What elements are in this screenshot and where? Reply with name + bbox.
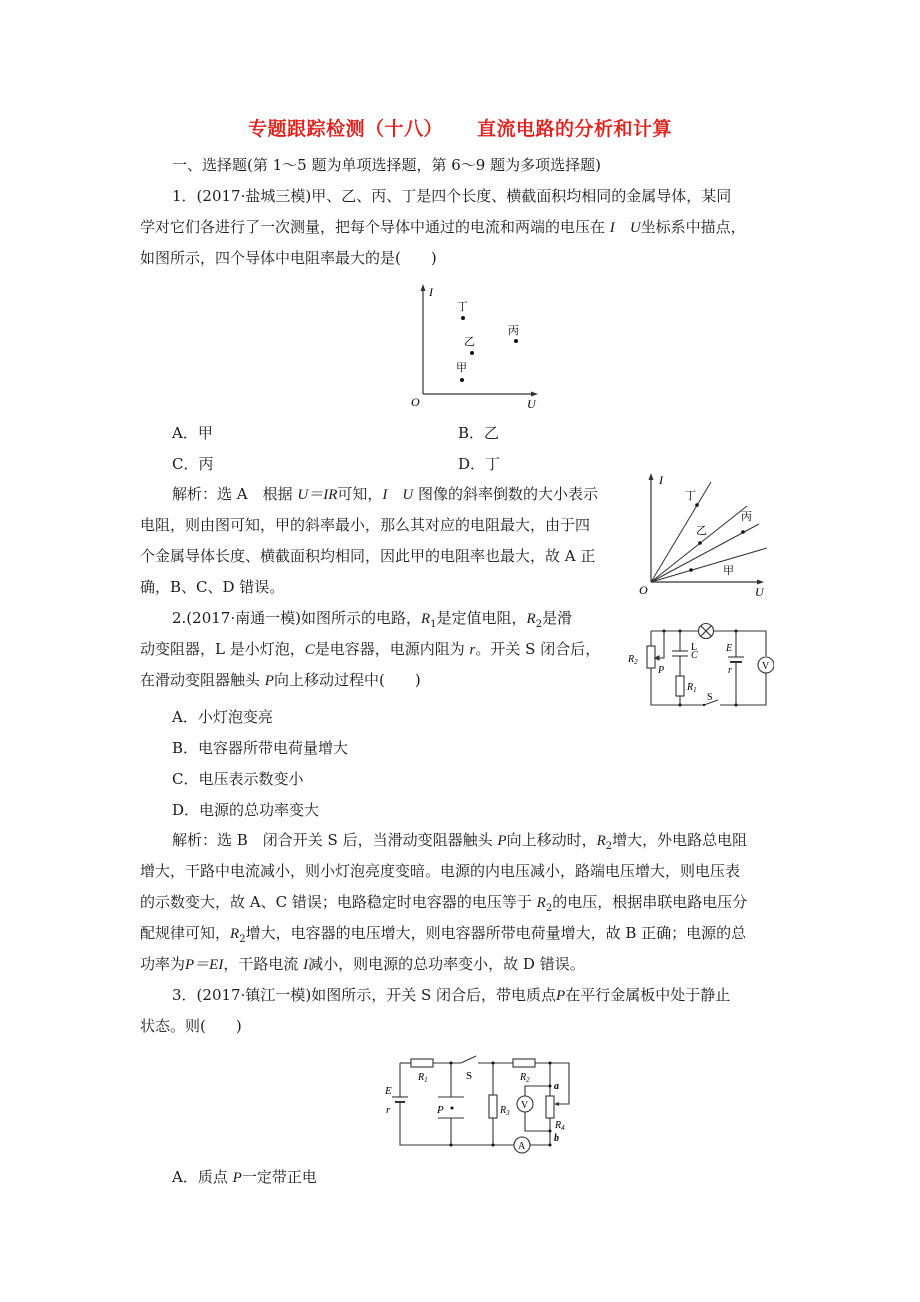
resistor-r1 (676, 676, 684, 696)
q2-option-d[interactable] (172, 799, 319, 820)
label-r1: $R_1$ (418, 1072, 428, 1084)
junction-dot (663, 630, 666, 633)
var-I: I (609, 220, 615, 236)
rheostat-r4 (546, 1096, 554, 1118)
origin-label: O (411, 395, 420, 409)
option-letter: C． (172, 455, 199, 473)
option-letter: D． (458, 455, 486, 473)
label-v: V (762, 661, 770, 672)
q1-iu-scatter-figure (405, 282, 555, 410)
analysis-text: 图像的斜率倒数的大小表示 (418, 485, 599, 503)
q2-text: 动变阻器，L 是小灯泡， (140, 640, 305, 658)
var-r: r (469, 642, 476, 658)
label-b: b (554, 1133, 559, 1144)
option-letter: C． (172, 770, 199, 788)
q3-text: 在平行金属板中处于静止 (565, 986, 731, 1004)
junction-dot (492, 1062, 495, 1065)
analysis-text: 可知， (337, 485, 383, 503)
page-title (0, 114, 920, 141)
analysis-text: 增大，电容器的电压增大，则电容器所带电荷量增大，故 B 正确；电源的总 (245, 924, 747, 942)
label-c: C (691, 650, 698, 661)
wire (525, 1086, 550, 1096)
q1-option-a[interactable] (172, 422, 213, 443)
subscript: 2 (535, 619, 543, 630)
origin-label: O (639, 583, 648, 597)
var-P: P (232, 1170, 242, 1186)
point-ding (695, 503, 699, 507)
switch-pivot (703, 704, 705, 706)
junction-dot (492, 1144, 495, 1147)
option-text: 小灯泡变亮 (197, 708, 273, 726)
y-axis-label: I (659, 473, 663, 487)
equation: U＝IR (297, 487, 338, 503)
q1-analysis-line1 (172, 484, 598, 505)
label-a: a (554, 1081, 559, 1092)
equation: P＝EI (185, 957, 224, 973)
q2-text: 在滑动变阻器触头 (140, 671, 261, 689)
title-right: 直流电路的分析和计算 (477, 118, 673, 140)
q2-text: 是滑 (542, 609, 573, 627)
q3-circuit-diagram (378, 1053, 578, 1157)
label-p: P (658, 665, 665, 676)
subscript: 2 (239, 934, 246, 945)
label-p: P (437, 1104, 444, 1116)
label-a-meter: A (518, 1141, 526, 1152)
q2-analysis-line5 (140, 954, 585, 975)
rheostat-r2 (647, 646, 655, 668)
label-r2: $R_2$ (628, 654, 638, 666)
label-r4: $R_4$ (555, 1120, 565, 1132)
y-axis-arrow-icon (421, 284, 426, 291)
junction-dot (679, 704, 682, 707)
analysis-text: 的示数变大，故 A、C 错误；电路稳定时电容器的电压等于 (140, 893, 532, 911)
point-jia (460, 378, 464, 382)
option-text: 丙 (198, 455, 214, 473)
q2-line3 (140, 670, 421, 691)
label-r: r (386, 1104, 391, 1116)
q1-line1: 1．(2017·盐城三模)甲、乙、丙、丁是四个长度、横截面积均相同的金属导体，某同 (172, 187, 732, 205)
label-e: E (385, 1085, 392, 1097)
line-label: 甲 (723, 565, 734, 577)
switch-s (461, 1056, 476, 1063)
analysis-text: 减小，则电源的总功率变小，故 D 错误。 (308, 955, 585, 973)
var-R: R (526, 611, 536, 627)
point-label: 乙 (464, 336, 475, 348)
var-C: C (304, 642, 315, 658)
point-ding (461, 316, 465, 320)
analysis-text: ，干路电流 (223, 955, 299, 973)
resistor-r2 (513, 1059, 535, 1067)
wire (736, 631, 766, 656)
option-text: 电压表示数变小 (198, 770, 304, 788)
var-R: R (230, 926, 240, 942)
resistor-r1 (411, 1059, 433, 1067)
q1-line2 (140, 217, 746, 238)
q3-line1 (172, 985, 730, 1006)
q2-text: 2.(2017·南通一模)如图所示的电路， (172, 609, 421, 627)
q2-option-c[interactable] (172, 768, 304, 789)
line-label: 丙 (741, 511, 752, 523)
var-P: P (497, 833, 507, 849)
q2-analysis-line2: 增大，干路中电流减小，则小灯泡亮度变暗。电源的内电压减小，路端电压增大，则电压表 (140, 862, 741, 880)
slider-wire (657, 631, 664, 658)
point-label: 甲 (456, 362, 467, 374)
y-axis-label: I (429, 285, 433, 299)
q2-option-a[interactable] (172, 706, 273, 727)
var-U: U (402, 487, 414, 503)
subscript: 1 (430, 619, 437, 630)
q2-option-b[interactable] (172, 737, 348, 758)
q1-analysis-line2: 电阻，则由图可知，甲的斜率最小，那么其对应的电阻最大，由于四 (140, 516, 591, 534)
q1-option-d[interactable] (458, 453, 500, 474)
q3-option-a[interactable] (172, 1166, 317, 1187)
label-l: L (691, 642, 698, 653)
x-axis-label: U (527, 397, 536, 410)
q1-line3: 如图所示，四个导体中电阻率最大的是( ) (140, 249, 437, 267)
junction-dot (549, 1144, 552, 1147)
y-axis-arrow-icon (649, 473, 654, 480)
analysis-text: 的电压，根据串联电路电压分 (552, 893, 748, 911)
wire (720, 682, 766, 705)
line-label: 丁 (685, 490, 696, 502)
analysis-text: 增大，外电路总电阻 (612, 831, 748, 849)
title-left: 专题跟踪检测（十八） (247, 118, 443, 140)
x-axis-arrow-icon (531, 392, 538, 397)
var-P: P (264, 673, 274, 689)
terminal-b (549, 1130, 552, 1133)
junction-dot (450, 1062, 453, 1065)
q2-line2 (140, 639, 600, 660)
q1-analysis-line4: 确，B、C、D 错误。 (140, 578, 285, 596)
label-r3: $R_3$ (500, 1105, 510, 1117)
analysis-text: 功率为 (140, 955, 186, 973)
q1-iu-lines-figure (635, 468, 775, 598)
option-text: 电源的总功率变大 (199, 801, 320, 819)
q2-text: 向上移动过程中( ) (273, 671, 421, 689)
analysis-text: 解析：选 A 根据 (172, 485, 293, 503)
point-bing (514, 339, 518, 343)
line-label: 乙 (696, 525, 707, 537)
point-yi (698, 541, 702, 545)
var-R: R (420, 611, 431, 627)
var-P: P (556, 988, 566, 1004)
q1-text: 坐标系中描点， (640, 218, 746, 236)
var-R: R (536, 895, 546, 911)
label-r2: $R_2$ (520, 1072, 530, 1084)
q2-line1 (172, 608, 572, 635)
terminal-a (549, 1085, 552, 1088)
slider-arrow-icon (554, 1102, 559, 1106)
option-letter: B． (172, 739, 199, 757)
option-text: 丁 (485, 455, 501, 473)
particle-p (451, 1107, 454, 1110)
option-letter: B． (458, 424, 485, 442)
option-letter: A． (172, 1168, 198, 1186)
subscript: 2 (545, 903, 553, 914)
q2-analysis-line3 (140, 892, 747, 919)
option-letter: A． (172, 708, 198, 726)
option-text: 一定带正电 (241, 1168, 317, 1186)
q3-line2: 状态。则( ) (140, 1017, 242, 1035)
analysis-text: 配规律可知， (140, 924, 231, 942)
var-I: I (382, 487, 388, 503)
junction-dot (735, 630, 738, 633)
q3-text: 3．(2017·镇江一模)如图所示，开关 S 闭合后，带电质点 (172, 986, 557, 1004)
label-s: S (466, 1070, 473, 1082)
x-axis-label: U (755, 585, 764, 598)
slider-arrow-icon (655, 656, 659, 660)
q2-analysis-line4 (140, 923, 746, 950)
x-axis-arrow-icon (757, 580, 764, 585)
label-e: E (726, 643, 733, 654)
q1-text: 学对它们各进行了一次测量，把每个导体中通过的电流和两端的电压在 (140, 218, 606, 236)
label-v: V (521, 1100, 529, 1111)
label-s: S (707, 692, 713, 703)
resistor-r3 (489, 1095, 497, 1118)
label-r: r (728, 665, 732, 676)
q1-option-b[interactable] (458, 422, 499, 443)
option-text: 甲 (197, 424, 213, 442)
q2-analysis-line1 (172, 830, 747, 857)
option-text: 电容器所带电荷量增大 (198, 739, 349, 757)
q2-text: 是电容器，电源内阻为 (314, 640, 465, 658)
var-U: U (629, 220, 641, 236)
q1-analysis-line3: 个金属导体长度、横截面积均相同，因此甲的电阻率也最大，故 A 正 (140, 547, 596, 565)
option-text: 质点 (197, 1168, 228, 1186)
point-label: 丁 (457, 301, 468, 313)
option-text: 乙 (484, 424, 500, 442)
subscript: 2 (605, 841, 613, 852)
junction-dot (735, 704, 738, 707)
option-letter: D． (172, 801, 200, 819)
point-label: 丙 (508, 325, 519, 337)
junction-dot (679, 630, 682, 633)
q2-text: 。开关 S 闭合后， (475, 640, 601, 658)
junction-dot (549, 1062, 552, 1065)
analysis-text: 解析：选 B 闭合开关 S 后，当滑动变阻器触头 (172, 831, 493, 849)
label-r1: $R_1$ (687, 682, 697, 694)
point-jia (689, 568, 693, 572)
option-letter: A． (172, 424, 198, 442)
point-bing (741, 530, 745, 534)
var-R: R (596, 833, 606, 849)
q2-circuit-diagram (624, 618, 774, 712)
q1-option-c[interactable] (172, 453, 214, 474)
analysis-text: 向上移动时， (506, 831, 597, 849)
junction-dot (450, 1144, 453, 1147)
section-heading: 一、选择题(第 1～5 题为单项选择题，第 6～9 题为多项选择题) (172, 156, 601, 174)
var-I: I (303, 957, 309, 973)
point-yi (470, 351, 474, 355)
q2-text: 是定值电阻， (436, 609, 527, 627)
